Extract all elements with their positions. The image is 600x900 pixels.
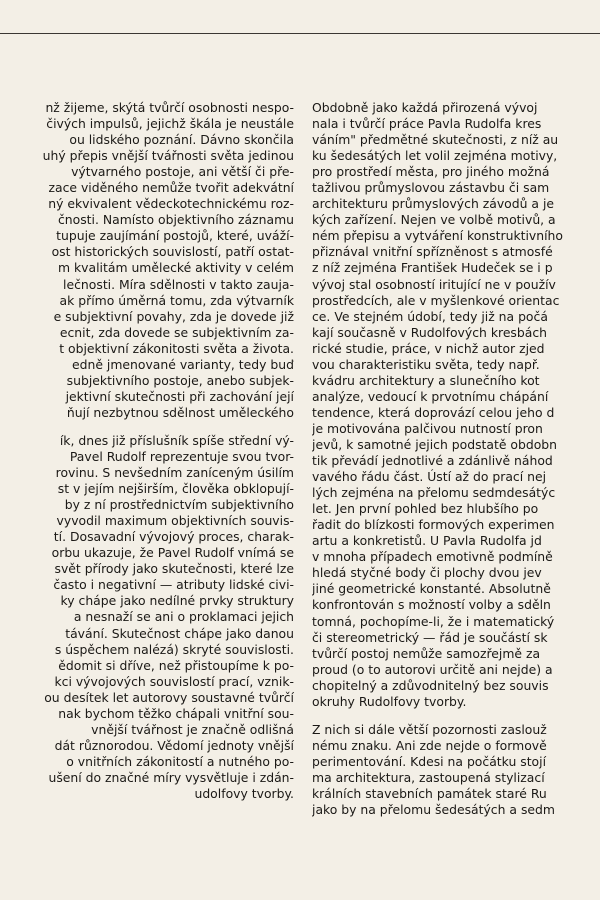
text-line: jako by na přelomu šedesátých a sedm [312,802,555,818]
text-line: let. Jen první pohled bez hlubšího po [312,501,539,517]
top-rule [0,33,600,34]
text-line: chopitelný a zdůvodnitelný bez souvis [312,677,549,693]
text-line: či stereometrický — řád je součástí sk [312,629,548,645]
text-line: tvůrčí postoj nemůže samozřejmě za [312,645,541,661]
text-line: by z ní prostřednictvím subjektivního [64,497,294,513]
text-line: Pavel Rudolf reprezentuje svou tvor- [69,448,294,464]
text-line: z níž zejména František Hudeček se i p [312,260,553,276]
text-line: perimentování. Kdesi na počátku stojí [312,753,547,769]
text-line: architekturu průmyslových závodů a je [312,196,555,212]
text-line: lých zejména na přelomu sedmdesátýc [312,485,556,501]
text-line: ost historických souvislostí, patří ostat- [51,244,294,260]
text-line: nak bychom těžko chápali vnitřní sou- [58,705,294,721]
text-line: jevů, k samotné jejich podstatě obdobn [312,436,558,452]
text-line: ném přepisu a vytváření konstruktivního [312,228,563,244]
text-line: subjektivního postoje, anebo subjek- [66,372,294,388]
text-line: v mnoha případech emotivně podmíně [312,549,553,565]
text-line: čnosti. Namísto objektivního záznamu [57,212,294,228]
text-line: je motivována palčivou nutností pron [312,420,543,436]
text-line: okruhy Rudolfovy tvorby. [312,693,467,709]
text-line: orbu ukazuje, že Pavel Rudolf vnímá se [51,545,294,561]
text-line: vyvodil maximum objektivních souvis- [56,513,294,529]
text-line: udolfovy tvorby. [194,785,294,801]
text-line: Z nich si dále větší pozornosti zaslouž [312,721,547,737]
text-line: edně jmenované varianty, tedy buď [72,356,294,372]
text-line: ědomit si dříve, než přistoupíme k po- [58,657,294,673]
text-line: ky chápe jako nedílné prvky struktury [60,593,294,609]
text-line: jektivní skutečnosti při zachování její [65,388,294,404]
text-line: svět přírody jako skutečnosti, které lze [54,561,294,577]
text-line: pro prostředí města, pro jiného možná [312,164,550,180]
text-line: rické studie, práce, v nichž autor zjed [312,340,545,356]
text-line: o vnitřních zákonitostí a nutného po- [66,753,294,769]
text-line: nž žijeme, skýtá tvůrčí osobnosti nespo- [45,100,294,115]
text-line: nala i tvůrčí práce Pavla Rudolfa kres [312,116,542,132]
text-line: kvádru architektury a slunečního kot [312,372,540,388]
paragraph-gap [0,421,294,433]
text-line: t objektivní zákonitosti světa a života. [59,340,294,356]
text-line: tik převádí jednotlivé a zdánlivě náhod [312,453,553,469]
text-line: váním" předmětné skutečnosti, z níž au [312,132,559,148]
text-line: artu a konkretistů. U Pavla Rudolfa jd [312,533,542,549]
text-line: čivých impulsů, jejichž škála je neustále [46,116,294,132]
text-line: ou lidského poznání. Dávno skončila [69,132,294,148]
text-line: dát různorodou. Vědomí jednoty vnější [54,737,294,753]
text-line: tomná, pochopíme-li, že i matematický [312,613,555,629]
text-line: kci vývojových souvislostí prací, vznik- [54,673,294,689]
text-line: přiznával vnitřní spřízněnost s atmosfé [312,244,553,260]
text-line: kají současně v Rudolfových kresbách [312,324,548,340]
text-line: vou charakteristiku světa, tedy např. [312,356,540,372]
text-line: ňují nezbytnou sdělnost uměleckého [66,404,294,420]
text-line: ce. Ve stejném údobí, tedy již na počá [312,308,548,324]
text-line: kých zařízení. Nejen ve volbě motivů, a [312,212,556,228]
text-line: vavého řádu část. Ústí až do prací nej [312,469,547,485]
text-line: tažlivou průmyslovou zástavbu či sam [312,180,550,196]
text-line: králních stavebních památek staré Ru [312,785,547,801]
text-line: tupuje zaujímání postojů, které, uváží- [56,228,294,244]
text-line: a nesnaží se ani o proklamaci jejich [73,609,294,625]
text-line: hledá styčné body či plochy dvou jev [312,565,542,581]
text-line: ný ekvivalent vědeckotechnickému roz- [48,196,294,212]
text-line: ecnit, zda dovede se subjektivním za- [59,324,294,340]
text-line: řadit do blízkosti formových experimen [312,517,555,533]
text-line: prostředcích, ale v myšlenkové orientac [312,292,560,308]
text-line: Obdobně jako každá přirozená vývoj [312,100,538,115]
text-line: zace viděného nemůže tvořit adekvátní [48,180,294,196]
text-line: konfrontován s možností volby a sděln [312,597,551,613]
paragraph-gap [312,710,600,722]
text-line: analýze, vedoucí k prvotnímu chápání [312,388,549,404]
text-line: s úspěchem nalézá) skryté souvislosti. [54,641,294,657]
text-line: proud (o to autorovi určitě ani nejde) a [312,661,553,677]
text-line: st v jejím nejširším, člověka obklopují- [57,481,294,497]
text-line: často i negativní — atributy lidské civi- [53,577,294,593]
text-line: ou desítek let autorovy soustavné tvůrčí [44,689,294,705]
text-line: ku šedesátých let volil zejména motivy, [312,148,558,164]
text-line: ík, dnes již příslušník spíše střední vý- [59,432,294,448]
text-line: jiné geometrické konstanté. Absolutně [312,581,551,597]
text-line: m kvalitám umělecké aktivity v celém [58,260,294,276]
text-line: ma architektura, zastoupená stylizací [312,769,545,785]
text-line: vnější tvářnost je značně odlišná [91,721,294,737]
text-line: e subjektivní povahy, zda je dovede již [53,308,294,324]
text-line: tí. Dosavadní vývojový proces, charak- [53,529,294,545]
text-line: výtvarného postoje, ani větší či pře- [71,164,294,180]
text-line: rovinu. S nevšedním zaníceným úsilím [55,465,294,481]
text-line: vývoj stal osobností iritující ne v použív [312,276,556,292]
text-line: ak přímo úměrná tomu, zda výtvarník [59,292,294,308]
text-line: ušení do značné míry vysvětluje i zdán- [48,769,294,785]
text-line: tendence, která doprovází celou jeho d [312,404,555,420]
text-line: távání. Skutečnost chápe jako danou [65,625,294,641]
text-line: nému znaku. Ani zde nejde o formově [312,737,547,753]
right-text-column [312,100,600,818]
text-line: lečnosti. Míra sdělnosti v takto zauja- [63,276,294,292]
text-line: uhý přepis vnější tvářnosti světa jedinou [42,148,294,164]
left-text-column [0,100,294,802]
